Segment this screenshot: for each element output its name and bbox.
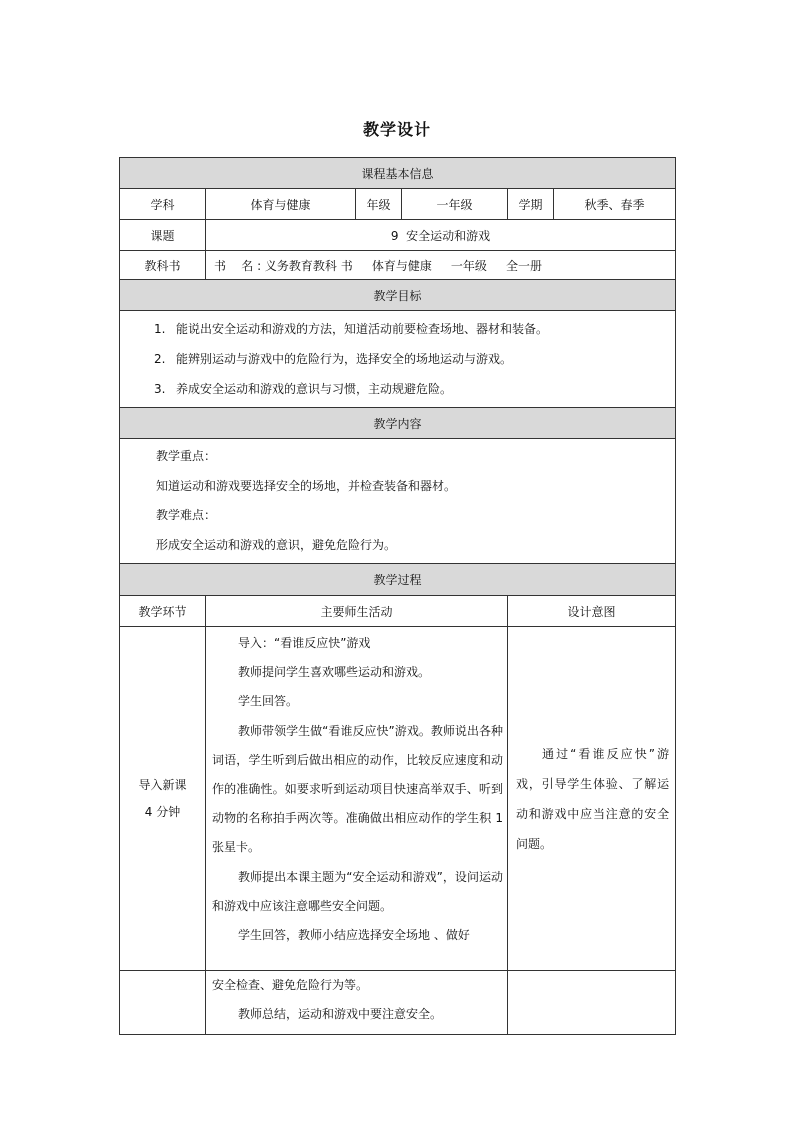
activity-line: 学生回答。 xyxy=(238,694,299,709)
key-point-text: 知道运动和游戏要选择安全的场地，并检查装备和器材。 xyxy=(156,478,457,493)
textbook-value: 书 名 : 义务教育教科 书 体育与健康 一年级 全一册 xyxy=(206,251,676,280)
activity-line: 教师总结，运动和游戏中要注意安全。 xyxy=(238,1007,443,1022)
process-col-segment: 教学环节 xyxy=(120,596,206,627)
segment-cell xyxy=(120,627,206,971)
activity-line: 导入：“看谁反应快”游戏 xyxy=(238,636,371,650)
segment-cell-empty xyxy=(120,971,206,1035)
term-label: 学期 xyxy=(508,189,554,220)
topic-label: 课题 xyxy=(120,220,206,251)
intent-cell-empty xyxy=(508,971,676,1035)
intent-text: 通过“看谁反应快”游戏，引导学生体验、了解运动和游戏中应当注意的安全问题。 xyxy=(516,746,670,851)
lesson-plan-table xyxy=(119,157,676,1035)
grade-label: 年级 xyxy=(356,189,402,220)
process-header: 教学过程 xyxy=(120,564,676,596)
process-col-activity: 主要师生活动 xyxy=(206,596,508,627)
segment-duration: 4 分钟 xyxy=(144,804,181,819)
textbook-label: 教科书 xyxy=(120,251,206,280)
goal-item: 1. 能说出安全运动和游戏的方法，知道活动前要检查场地、器材和装备。 xyxy=(154,322,549,336)
difficulty-text: 形成安全运动和游戏的意识，避免危险行为。 xyxy=(156,537,397,552)
content-header: 教学内容 xyxy=(120,408,676,439)
document-title: 教学设计 xyxy=(362,120,431,139)
goal-item: 2. 能辨别运动与游戏中的危险行为，选择安全的场地运动与游戏。 xyxy=(154,352,513,366)
activity-cell-continued xyxy=(206,971,508,1035)
goals-header: 教学目标 xyxy=(120,280,676,311)
content-body xyxy=(120,439,676,564)
segment-name: 导入新课 xyxy=(138,777,187,792)
activity-line: 教师提出本课主题为“安全运动和游戏”，设问运动和游戏中应该注意哪些安全问题。 xyxy=(212,869,503,913)
process-col-intent: 设计意图 xyxy=(508,596,676,627)
activity-line: 安全检查、避免危险行为等。 xyxy=(212,978,369,992)
subject-label: 学科 xyxy=(120,189,206,220)
activity-cell xyxy=(206,627,508,971)
basic-info-header: 课程基本信息 xyxy=(120,158,676,189)
difficulty-label: 教学难点： xyxy=(156,508,217,522)
grade-value: 一年级 xyxy=(402,189,508,220)
term-value: 秋季、春季 xyxy=(554,189,676,220)
activity-line: 学生回答，教师小结应选择安全场地 、做好 xyxy=(238,928,470,943)
activity-line: 教师提问学生喜欢哪些运动和游戏。 xyxy=(238,665,431,680)
goal-item: 3. 养成安全运动和游戏的意识与习惯，主动规避危险。 xyxy=(154,382,453,396)
subject-value: 体育与健康 xyxy=(206,189,356,220)
goals-list xyxy=(120,311,676,408)
key-point-label: 教学重点： xyxy=(156,449,217,463)
activity-line: 教师带领学生做“看谁反应快”游戏。教师说出各种词语，学生听到后做出相应的动作，比较反应速度和动作的准确性。如要求听到运动项目快速高举双手、听到动物的名称拍手两次等。准确做出相应动作的学生积 1 张星卡。 xyxy=(212,723,503,855)
intent-cell xyxy=(508,627,676,971)
topic-value: 9 安全运动和游戏 xyxy=(206,220,676,251)
